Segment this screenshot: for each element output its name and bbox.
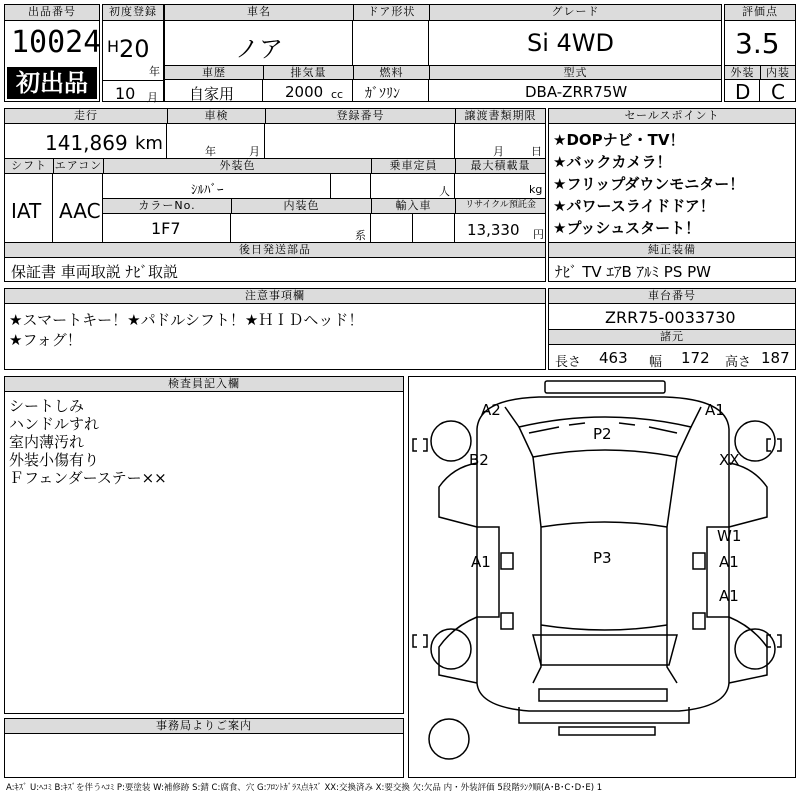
inspector-line: 外装小傷有り bbox=[9, 451, 100, 469]
chassis-number-label: 車台番号 bbox=[549, 289, 795, 304]
length-value: 463 bbox=[599, 349, 628, 367]
inspection-month-unit: 月 bbox=[249, 145, 260, 158]
history: 自家用 bbox=[189, 85, 235, 103]
standard-equipment: ﾅﾋﾞ TV ｴｱB ｱﾙﾐ PS PW bbox=[555, 263, 711, 281]
damage-mark-b2: B2 bbox=[469, 451, 489, 469]
rating-score: 3.5 bbox=[735, 27, 780, 60]
later-shipped-parts: 保証書 車両取説 ﾅﾋﾞ取説 bbox=[11, 263, 179, 281]
capacity-label: 乗車定員 bbox=[371, 159, 455, 174]
first-registration-month: 10 bbox=[115, 84, 136, 103]
displacement: 2000 bbox=[285, 83, 324, 101]
exterior-grade-label: 外装 bbox=[725, 65, 760, 80]
transfer-deadline-label: 譲渡書類期限 bbox=[455, 109, 545, 124]
sales-points-box bbox=[548, 108, 796, 282]
lot-number: 10024 bbox=[11, 25, 102, 60]
exterior-color: ｼﾙﾊﾞｰ bbox=[191, 183, 224, 198]
damage-mark-w1: W1 bbox=[717, 527, 742, 545]
sales-points-label: セールスポイント bbox=[549, 109, 795, 124]
chassis-box bbox=[548, 288, 796, 370]
damage-mark-p3: P3 bbox=[593, 549, 612, 567]
damage-mark-a1-front: A1 bbox=[705, 401, 725, 419]
mileage: 141,869 bbox=[45, 131, 128, 155]
inspector-line: シートしみ bbox=[9, 397, 85, 415]
fuel-label: 燃料 bbox=[353, 65, 429, 80]
interior-grade-label: 内装 bbox=[760, 65, 795, 80]
displacement-label: 排気量 bbox=[263, 65, 353, 80]
dimensions-label: 諸元 bbox=[549, 330, 795, 345]
rating-label: 評価点 bbox=[725, 5, 795, 21]
transfer-month-unit: 月 bbox=[493, 145, 504, 158]
history-label: 車歴 bbox=[165, 65, 263, 80]
length-label: 長さ bbox=[555, 355, 582, 370]
first-listing-badge: 初出品 bbox=[7, 67, 97, 99]
specs-grid bbox=[4, 108, 546, 282]
inspector-box bbox=[4, 376, 404, 714]
mileage-label: 走行 bbox=[5, 109, 167, 124]
year-unit: 年 bbox=[149, 65, 160, 78]
chassis-number: ZRR75-0033730 bbox=[605, 308, 736, 327]
car-name: ノア bbox=[235, 35, 283, 63]
recycle-deposit-unit: 円 bbox=[533, 228, 544, 241]
standard-equipment-label: 純正装備 bbox=[549, 243, 795, 258]
sales-point-item: ★プッシュスタート！ bbox=[553, 219, 701, 237]
height-value: 187 bbox=[761, 349, 790, 367]
sales-point-item: ★パワースライドドア！ bbox=[553, 197, 715, 215]
shift: IAT bbox=[11, 199, 42, 223]
interior-color-unit: 系 bbox=[355, 229, 366, 242]
inspector-line: ハンドルすれ bbox=[9, 415, 100, 433]
door-label: ドア形状 bbox=[353, 5, 429, 21]
later-shipped-parts-label: 後日発送部品 bbox=[5, 243, 545, 258]
era: H bbox=[107, 37, 120, 56]
color-number-label: カラーNo. bbox=[103, 199, 231, 214]
damage-mark-a2: A2 bbox=[481, 401, 501, 419]
office-box bbox=[4, 718, 404, 778]
inspector-label: 検査員記入欄 bbox=[5, 377, 403, 392]
ac-label: エアコン bbox=[54, 159, 103, 172]
notes-box bbox=[4, 288, 546, 370]
color-number: 1F7 bbox=[151, 219, 181, 238]
first-registration-year: 20 bbox=[119, 35, 150, 63]
grade-label: グレード bbox=[429, 5, 721, 21]
car-name-label: 車名 bbox=[165, 5, 353, 21]
mileage-unit: km bbox=[135, 133, 163, 154]
sales-point-item: ★フリップダウンモニター！ bbox=[553, 175, 745, 193]
inspection-label: 車検 bbox=[167, 109, 265, 124]
sales-point-item: ★バックカメラ！ bbox=[553, 153, 672, 171]
car-damage-diagram bbox=[408, 376, 796, 778]
notes-label: 注意事項欄 bbox=[5, 289, 545, 304]
interior-color-label: 内装色 bbox=[231, 199, 371, 214]
vehicle-header-grid bbox=[164, 4, 722, 102]
damage-mark-p2: P2 bbox=[593, 425, 612, 443]
transfer-day-unit: 日 bbox=[531, 145, 542, 158]
ac: AAC bbox=[59, 199, 101, 223]
width-label: 幅 bbox=[649, 355, 663, 370]
notes-line: ★フォグ！ bbox=[9, 331, 82, 349]
sales-point-item: ★DOPナビ・TV！ bbox=[553, 131, 685, 149]
damage-mark-a1-rear: A1 bbox=[719, 587, 739, 605]
notes-line: ★スマートキー！★パドルシフト！★ＨＩＤヘッド！ bbox=[9, 311, 364, 329]
damage-mark-a1-left: A1 bbox=[471, 553, 491, 571]
displacement-unit: cc bbox=[331, 88, 344, 101]
registration-number-label: 登録番号 bbox=[265, 109, 455, 124]
height-label: 高さ bbox=[725, 355, 752, 370]
max-load-label: 最大積載量 bbox=[455, 159, 545, 174]
lot-number-label: 出品番号 bbox=[5, 5, 99, 21]
exterior-grade: D bbox=[735, 80, 751, 104]
lot-number-box bbox=[4, 4, 100, 102]
exterior-color-label: 外装色 bbox=[103, 159, 371, 174]
damage-legend: A:ｷｽﾞ U:ﾍｺﾐ B:ｷｽﾞを伴うﾍｺﾐ P:要塗装 W:補修跡 S:錆 C:腐食、穴 G:ﾌﾛﾝﾄｶﾞﾗｽ点ｷｽﾞ XX:交換済み X:要交換 欠:欠品 内・外装評価 5段階ﾗﾝｸ順(A･B･C･D･E) 1 bbox=[6, 783, 603, 793]
shift-label: シフト bbox=[5, 159, 53, 174]
interior-grade: C bbox=[771, 80, 785, 104]
model: DBA-ZRR75W bbox=[525, 83, 628, 101]
import-label: 輸入車 bbox=[371, 199, 455, 214]
max-load-unit: kg bbox=[529, 183, 543, 196]
damage-mark-xx: XX bbox=[719, 451, 740, 469]
first-registration-box bbox=[102, 4, 164, 102]
recycle-deposit: 13,330 bbox=[467, 221, 520, 239]
inspector-line: 室内薄汚れ bbox=[9, 433, 85, 451]
model-label: 型式 bbox=[429, 65, 721, 80]
grade: Si 4WD bbox=[527, 29, 615, 57]
damage-mark-a1-right: A1 bbox=[719, 553, 739, 571]
rating-box bbox=[724, 4, 796, 102]
month-unit: 月 bbox=[147, 91, 158, 104]
first-registration-label: 初度登録 bbox=[103, 5, 163, 21]
fuel: ｶﾞｿﾘﾝ bbox=[365, 86, 400, 102]
width-value: 172 bbox=[681, 349, 710, 367]
inspector-line: Ｆフェンダーステー×× bbox=[9, 469, 167, 487]
capacity-unit: 人 bbox=[439, 185, 450, 198]
office-label: 事務局よりご案内 bbox=[5, 719, 403, 734]
inspection-year-unit: 年 bbox=[205, 145, 216, 158]
recycle-deposit-label: リサイクル預託金 bbox=[455, 199, 545, 214]
